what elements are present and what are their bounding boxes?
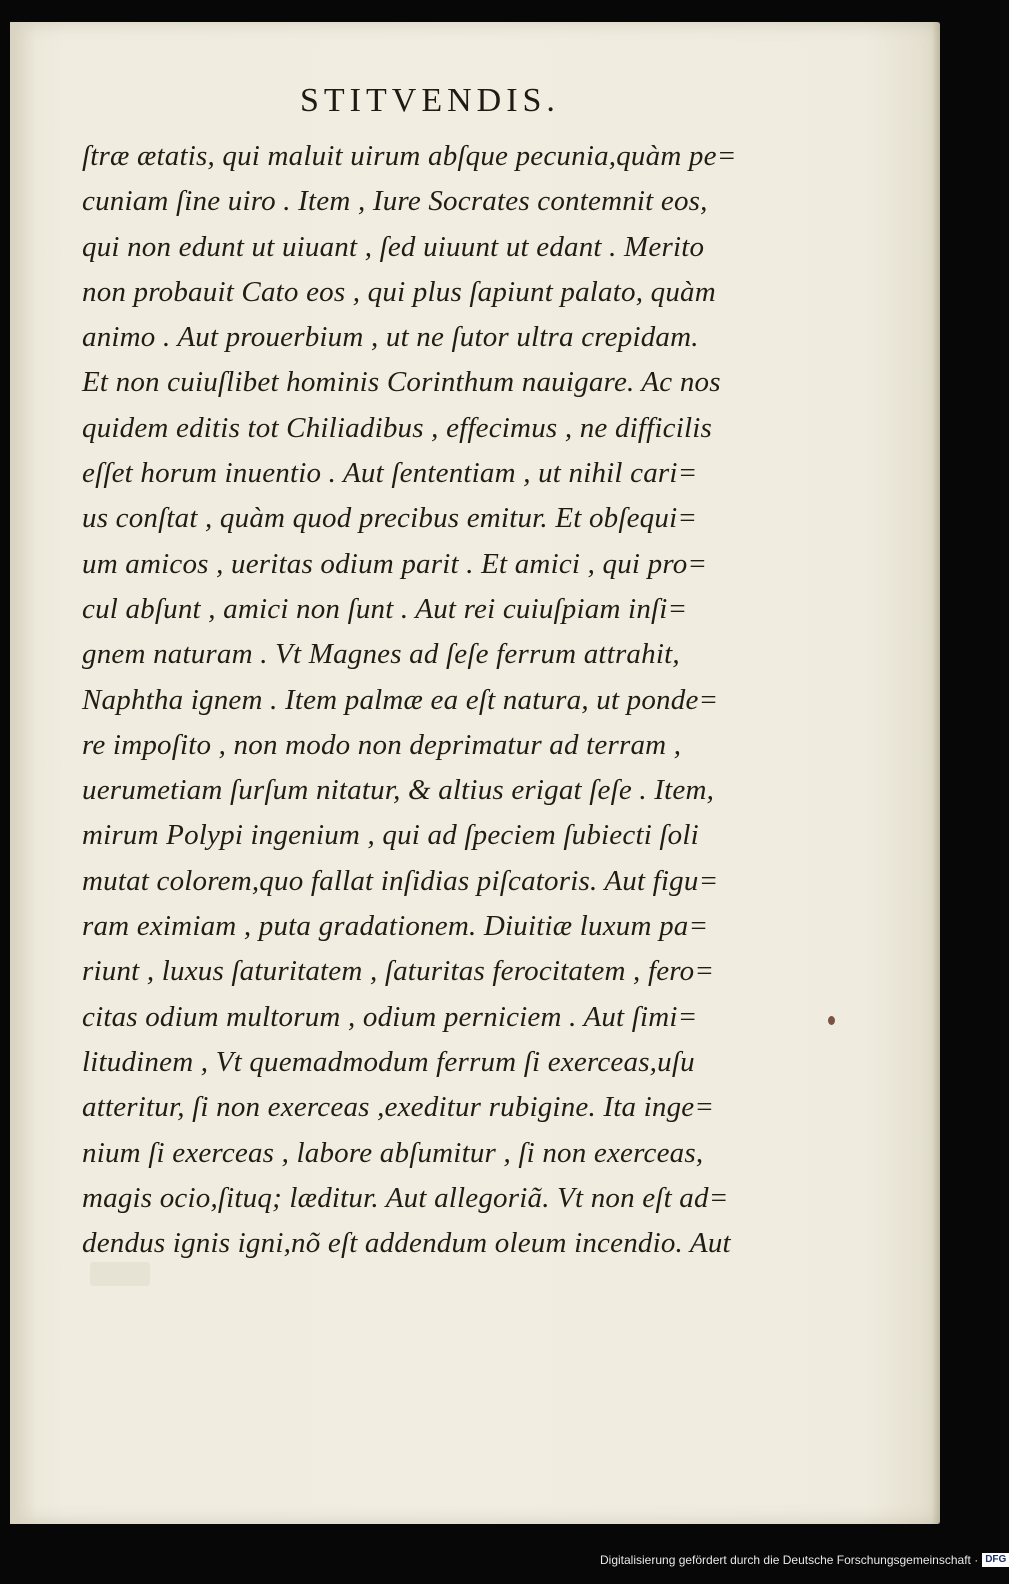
text-line: mirum Polypi ingenium , qui ad ſpeciem ſubiecti ſoli [82, 819, 699, 852]
text-line: Naphtha ignem . Item palmæ ea eſt natura, ut ponde= [82, 683, 719, 716]
text-line: re impoſito , non modo non deprimatur ad terram , [82, 728, 682, 761]
text-line: ram eximiam , puta gradationem. Diuitiæ luxum pa= [82, 910, 709, 943]
dfg-logo: DFG [982, 1553, 1009, 1567]
text-line: Et non cuiuſlibet hominis Corinthum nauigare. Ac nos [82, 366, 721, 399]
body-text [82, 134, 832, 1266]
text-line: magis ocio,ſituq; læditur. Aut allegoriã. Vt non eſt ad= [82, 1181, 729, 1214]
page-edge-shadow [932, 22, 940, 1524]
text-line: us conſtat , quàm quod precibus emitur. Et obſequi= [82, 502, 698, 535]
footer-credit [600, 1550, 1009, 1570]
text-line: gnem naturam . Vt Magnes ad ſeſe ferrum attrahit, [82, 638, 680, 671]
text-line: citas odium multorum , odium perniciem . Aut ſimi= [82, 1000, 698, 1033]
text-line: um amicos , ueritas odium parit . Et amici , qui pro= [82, 547, 708, 580]
running-head: STITVENDIS. [300, 82, 560, 119]
text-line: cul abſunt , amici non ſunt . Aut rei cuiuſpiam inſi= [82, 592, 688, 625]
text-line: qui non edunt ut uiuant , ſed uiuunt ut edant . Merito [82, 230, 705, 263]
text-line: nium ſi exerceas , labore abſumitur , ſi non exerceas, [82, 1136, 704, 1169]
text-line: riunt , luxus ſaturitatem , ſaturitas ferocitatem , fero= [82, 955, 715, 988]
text-line: ſtræ ætatis, qui maluit uirum abſque pecunia,quàm pe= [82, 140, 737, 172]
text-line: litudinem , Vt quemadmodum ferrum ſi exerceas,uſu [82, 1045, 695, 1078]
text-line: cuniam ſine uiro . Item , Iure Socrates contemnit eos, [82, 185, 708, 218]
text-line: animo . Aut prouerbium , ut ne ſutor ultra crepidam. [82, 321, 699, 354]
text-line: eſſet horum inuentio . Aut ſententiam , ut nihil cari= [82, 457, 698, 490]
page-gutter-shadow [10, 22, 36, 1524]
text-line: dendus ignis igni,nõ eſt addendum oleum incendio. Aut [82, 1227, 731, 1260]
show-through-ghost [90, 1262, 150, 1286]
text-line: mutat colorem,quo fallat inſidias piſcatoris. Aut figu= [82, 864, 719, 897]
text-line: atteritur, ſi non exerceas ,exeditur rubigine. Ita inge= [82, 1091, 715, 1124]
footer-credit-text: Digitalisierung gefördert durch die Deutsche Forschungsgemeinschaft · [600, 1553, 979, 1567]
text-line: quidem editis tot Chiliadibus , effecimus , ne difficilis [82, 411, 713, 444]
text-line: uerumetiam ſurſum nitatur, & altius erigat ſeſe . Item, [82, 774, 715, 807]
text-line: non probauit Cato eos , qui plus ſapiunt palato, quàm [82, 275, 716, 308]
paper-speck [828, 1016, 835, 1025]
